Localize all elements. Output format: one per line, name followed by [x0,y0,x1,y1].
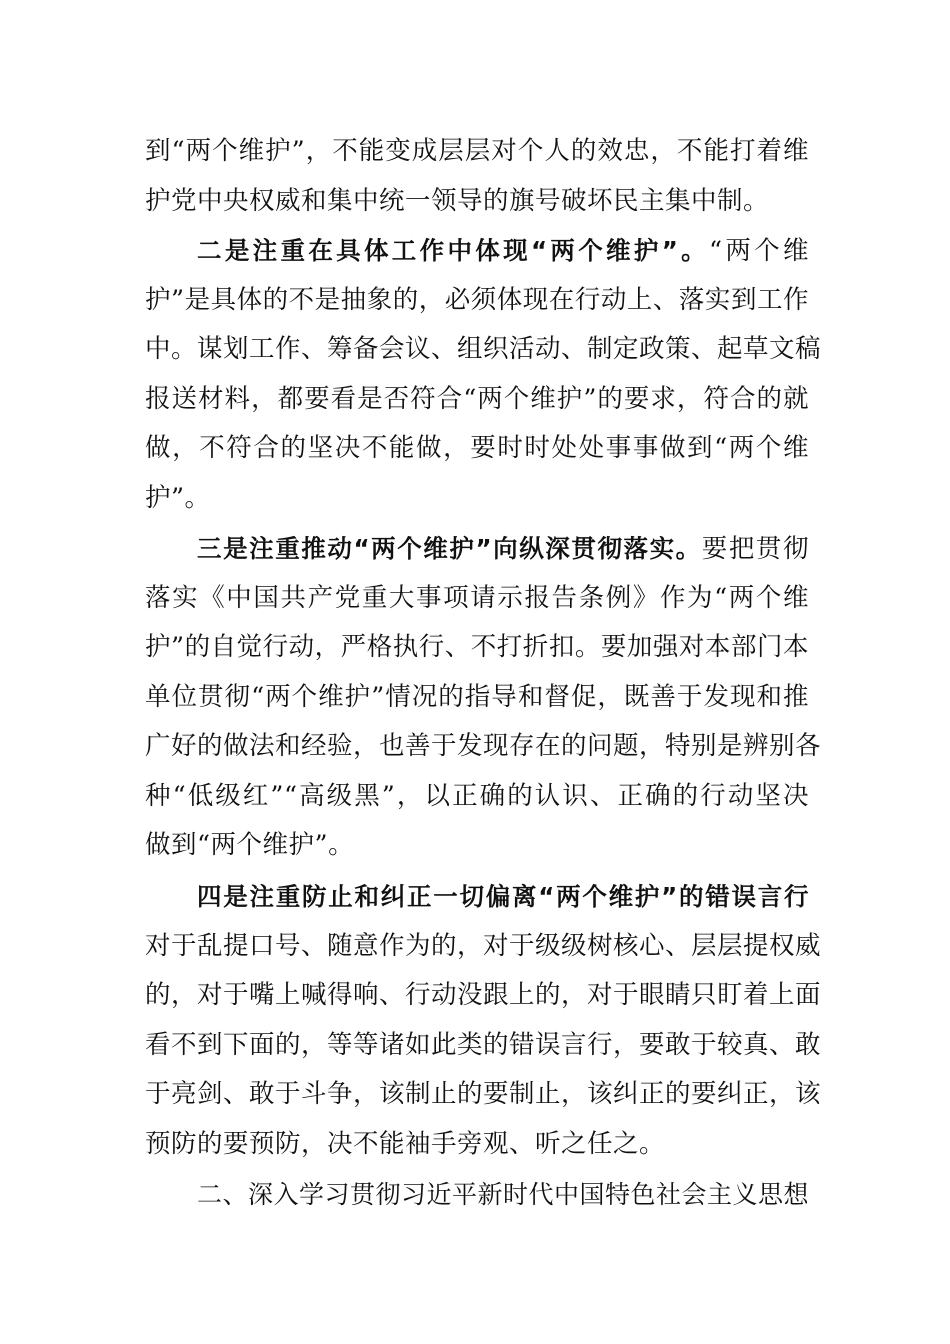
paragraph-line: 的，对于嘴上喊得响、行动没跟上的，对于眼睛只盯着上面 [145,980,822,1010]
paragraph-line: 护”的自觉行动，严格执行、不打折扣。要加强对本部门本 [145,632,809,662]
paragraph-line: 护党中央权威和集中统一领导的旗号破坏民主集中制。 [145,185,770,216]
paragraph-line: 护”是具体的不是抽象的，必须体现在行动上、落实到工作 [145,284,809,315]
paragraph-4 [145,872,822,1169]
paragraph-line: 预防的要预防，决不能袖手旁观、听之任之。 [145,1128,666,1159]
paragraph-3 [145,524,822,871]
paragraph-lead: 四是注重防止和纠正一切偏离“两个维护”的错误言行 [197,882,809,911]
paragraph-line-tail: 要把贯彻 [701,534,809,564]
paragraph-lead: 二是注重在具体工作中体现“两个维护”。 [197,236,709,265]
paragraph-line: 单位贯彻“两个维护”情况的指导和督促，既善于发现和推 [145,681,809,712]
paragraph-first-line [145,872,809,922]
paragraph-first-line [145,226,809,276]
paragraph-first-line [145,524,809,574]
paragraph-line: 对于乱提口号、随意作为的，对于级级树核心、层层提权威 [145,930,822,961]
paragraph-lead: 三是注重推动“两个维护”向纵深贯彻落实。 [197,534,702,563]
section-heading [145,1170,809,1220]
paragraph-line: 报送材料，都要看是否符合“两个维护”的要求，符合的就 [145,383,809,414]
paragraph-line: 中。谋划工作、筹备会议、组织活动、制定政策、起草文稿 [145,334,822,364]
paragraph-2 [145,226,822,523]
paragraph-line: 做到“两个维护”。 [145,830,355,860]
paragraph-1 [145,127,809,226]
paragraph-line: 做，不符合的坚决不能做，要时时处处事事做到“两个维 [145,433,809,463]
paragraph-line: 到“两个维护”，不能变成层层对个人的效忠，不能打着维 [145,136,809,166]
paragraph-line: 广好的做法和经验，也善于发现存在的问题，特别是辨别各 [145,731,822,761]
paragraph-line: 种“低级红”“高级黑”，以正确的认识、正确的行动坚决 [145,780,809,811]
section-heading-text: 二、深入学习贯彻习近平新时代中国特色社会主义思想 [197,1180,810,1209]
paragraph-line: 看不到下面的，等等诸如此类的错误言行，要敢于较真、敢 [145,1029,822,1060]
paragraph-line: 于亮剑、敢于斗争，该制止的要制止，该纠正的要纠正，该 [145,1079,822,1109]
paragraph-line-tail: “两个维 [708,236,809,266]
paragraph-line: 护”。 [145,482,211,513]
paragraph-line: 落实《中国共产党重大事项请示报告条例》作为“两个维 [145,582,809,613]
